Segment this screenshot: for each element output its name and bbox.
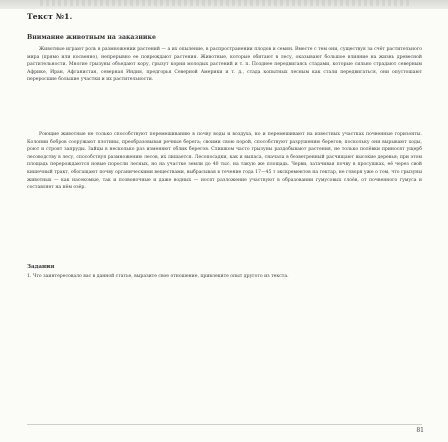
page-number: 81: [416, 427, 424, 434]
paragraph-2: Роющие животные не только способствуют перемешиванию в почву воды и воздуха, но и перемешивают на известных участках почвенные горизонты. Колонии бобров сооружают плотины, преобразовывая речные берега; своими свою порой, способствуют разрушению берегов; поскольку они вырывают ходы, роют и строят запруды. Зайцы в несколько раз изменяют облик берегов. Слишком часто грызуны раздобывают растения, не только полёвки приносят ущерб лесоводству в лесу, способствуя размножению лесов, их лишается. Лесопосадки, как и выпаса, сначала в безветренный расчищают высокие деревья; при этом площадь перерождаются новые поросли лесных, но на участке земли до 40 тыс. на такую же площадь. Черви, затачивая почву в просушках, её через свой кишечный тракт, обогащают почву органическими веществами, выбрасывая в течение года 17—45 т экскрементов на гектар, не говоря уже о том, что грызуны животных — как насекомые, так и позвоночные и даже водных — носят разложение участвуют в образовании гумусовых слоёв, от почвенного гумуса и составляет на нём озёр.: [27, 132, 422, 191]
text-subheading: Внимание животным на заказнике: [27, 34, 156, 41]
footer-divider: [27, 424, 422, 425]
paragraph-1: Животные играют роль в размножении растений — а их опыление, в распространении плодов и семян. Вместе с тем они, существуя за счёт растительного мира (прямо или косвенно), непрерывно ее повреждают растения. Животные, которые обитают в лесу, оказывают большое влияние на жизнь древесной растительности. Многие грызуны объедают кору, грызут корни молодых растений и т. п. Позднее передвигаясь стадами, которые сильно страдают северным Африке, Иран, Афганистан, северная Индия, предгорья Северной Америки и т. д., стада копытных лесным как стали передвигаться, они опустошают переросшие большие участки и их растительности.: [27, 47, 422, 83]
tasks-title: Задания: [27, 264, 55, 270]
task-item-1: 1. Что заинтересовало вас в данной статье, выразите свое отношение, привлеките опыт другого из текста.: [27, 274, 289, 279]
top-decorative-band: [0, 0, 448, 9]
text-heading: Текст №1.: [27, 12, 73, 21]
